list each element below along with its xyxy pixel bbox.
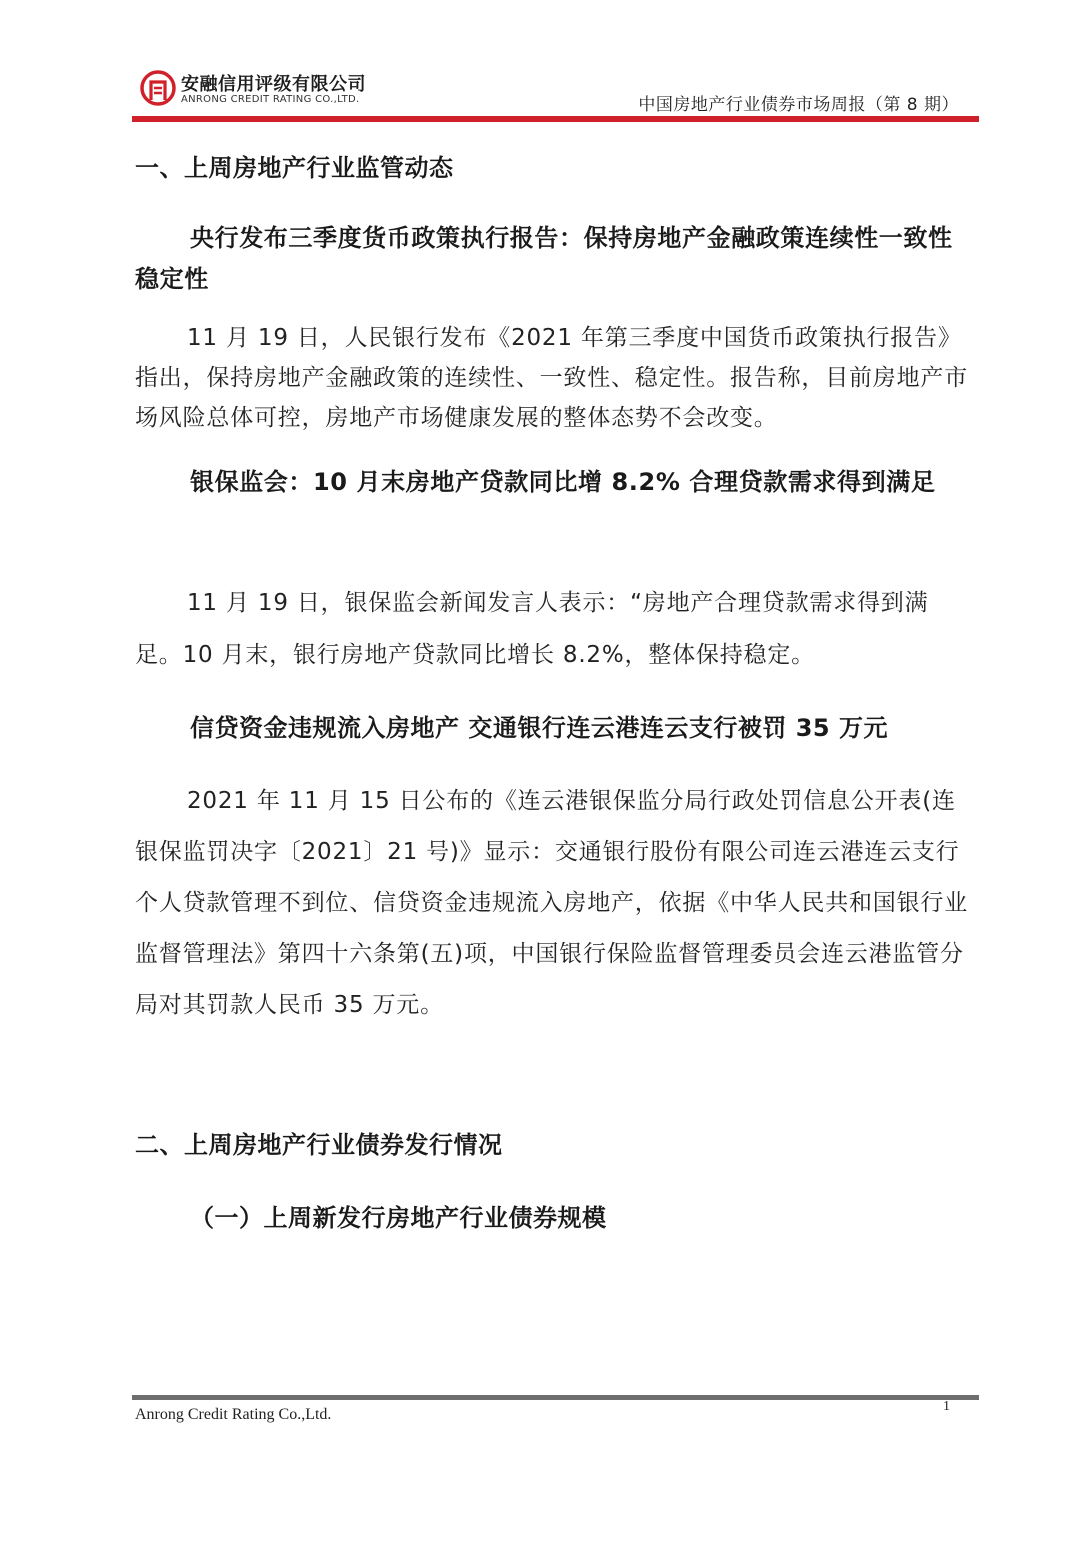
page-number: 1 <box>943 1399 950 1414</box>
news-1-title: 央行发布三季度货币政策执行报告：保持房地产金融政策连续性一致性稳定性 <box>135 224 953 293</box>
anrong-logo-icon <box>140 70 176 106</box>
report-title: 中国房地产行业债券市场周报（第 8 期） <box>638 95 959 115</box>
news-3-body: 2021 年 11 月 15 日公布的《连云港银保监分局行政处罚信息公开表(连银保监罚决字〔2021〕21 号)》显示：交通银行股份有限公司连云港连云支行个人贷款管理不到位、信贷资金违规流入房地产，依据《中华人民共和国银行业监督管理法》第四十六条第(五)项，中国银行保险监督管理委员会连云港监管分局对其罚款人民币 35 万元。 <box>135 788 968 1018</box>
news-2-body: 11 月 19 日，银保监会新闻发言人表示：“房地产合理贷款需求得到满足。10 月末，银行房地产贷款同比增长 8.2%，整体保持稳定。 <box>135 590 929 668</box>
news-2-title: 银保监会：10 月末房地产贷款同比增 8.2% 合理贷款需求得到满足 <box>190 468 936 496</box>
company-name-en: ANRONG CREDIT RATING CO.,LTD. <box>181 94 360 105</box>
news-3-title: 信贷资金违规流入房地产 交通银行连云港连云支行被罚 35 万元 <box>190 714 888 742</box>
section-1-heading: 一、上周房地产行业监管动态 <box>135 154 454 182</box>
section-2-heading: 二、上周房地产行业债券发行情况 <box>135 1131 503 1159</box>
news-1-body: 11 月 19 日，人民银行发布《2021 年第三季度中国货币政策执行报告》指出，保持房地产金融政策的连续性、一致性、稳定性。报告称，目前房地产市场风险总体可控，房地产市场健康发展的整体态势不会改变。 <box>135 325 968 431</box>
section-2-subheading: （一）上周新发行房地产行业债券规模 <box>190 1204 607 1232</box>
company-name-cn: 安融信用评级有限公司 <box>181 74 366 95</box>
footer-divider <box>132 1395 979 1400</box>
header-divider <box>132 116 979 122</box>
footer-company: Anrong Credit Rating Co.,Ltd. <box>135 1406 332 1423</box>
